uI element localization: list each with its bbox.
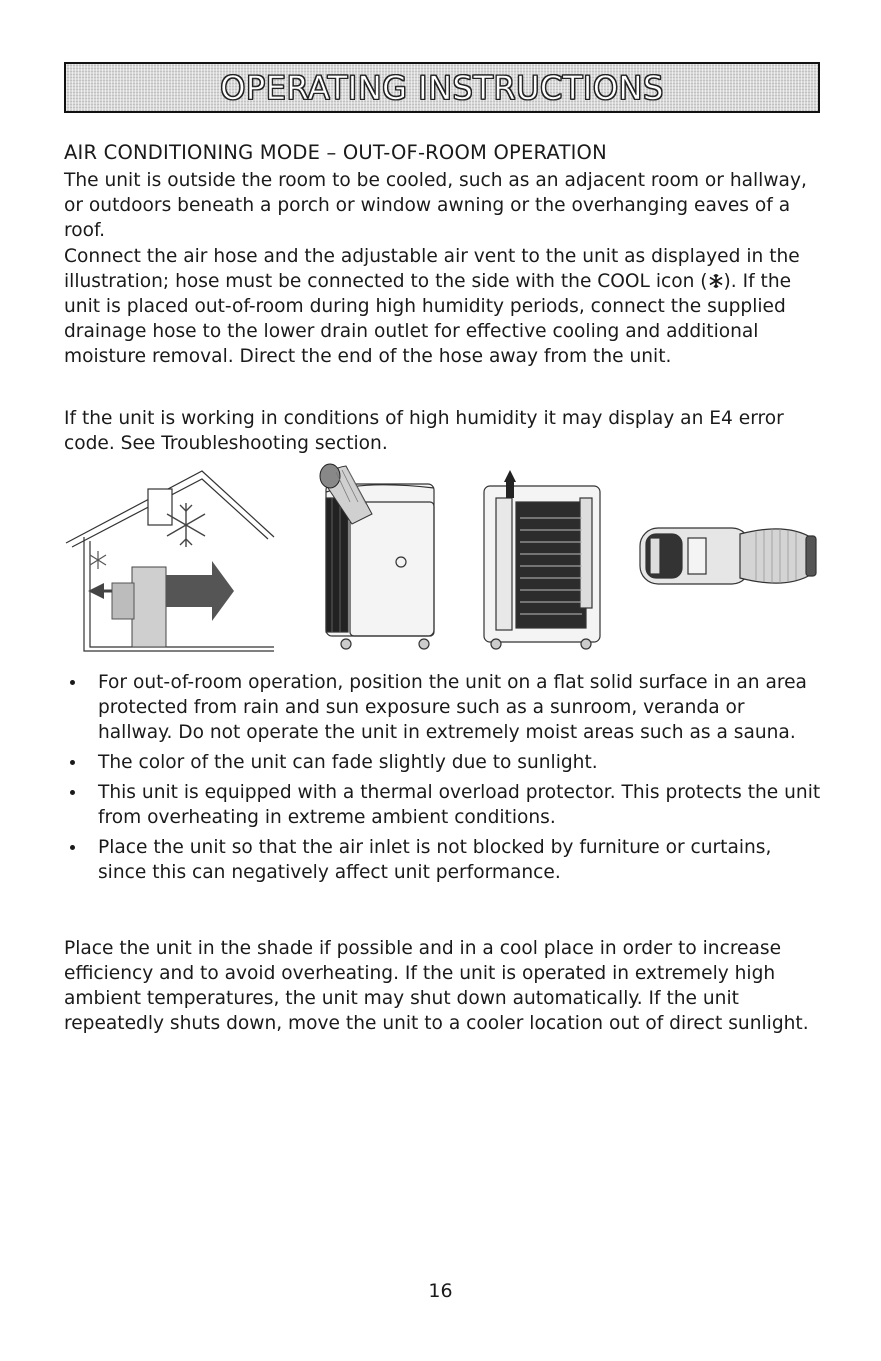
snowflake-icon [708, 273, 724, 289]
bullet-dot [70, 845, 75, 850]
list-item [64, 750, 824, 775]
hose-connection-text-b: ). If the unit is placed out-of-room during high humidity periods, connect the supplied drainage hose to the lower drain outlet for effective cooling and additional moisture removal. Direct the end of the hose away from the unit. [64, 271, 792, 367]
list-item [64, 780, 824, 830]
intro-paragraph: The unit is outside the room to be cooled, such as an adjacent room or hallway, or outdoors beneath a porch or window awning or the overhanging eaves of a roof. [64, 170, 807, 241]
bullet-dot [70, 760, 75, 765]
section-banner [64, 62, 820, 113]
snowflake-icon-large [167, 503, 205, 547]
humidity-error-paragraph: If the unit is working in conditions of high humidity it may display an E4 error code. See Troubleshooting section. [64, 408, 784, 454]
list-item-text: This unit is equipped with a thermal overload protector. This protects the unit from overheating in extreme ambient conditions. [98, 782, 821, 828]
unit-top-view-with-vent [636, 520, 822, 592]
bullet-dot [70, 680, 75, 685]
list-item-text: The color of the unit can fade slightly due to sunlight. [98, 752, 598, 773]
shade-placement-paragraph: Place the unit in the shade if possible and in a cool place in order to increase efficiency and to avoid overheating. If the unit is operated in extremely high ambient temperatures, the unit may shut down automatically. If the unit repeatedly shuts down, move the unit to a cooler location out of direct sunlight. [64, 938, 809, 1034]
page-number: 16 [428, 1280, 453, 1302]
unit-front-with-hose [306, 462, 442, 654]
list-item [64, 835, 824, 885]
list-item-text: Place the unit so that the air inlet is not blocked by furniture or curtains, since this can negatively affect unit performance. [98, 837, 772, 883]
unit-rear-grille [480, 468, 610, 654]
banner-title: OPERATING INSTRUCTIONS [220, 68, 664, 107]
bullet-dot [70, 790, 75, 795]
list-item-text: For out-of-room operation, position the unit on a flat solid surface in an area protected from rain and sun exposure such as a sunroom, veranda or hallway. Do not operate the unit in extremely moist areas such as a sauna. [98, 672, 807, 743]
hose-connection-text-a: Connect the air hose and the adjustable air vent to the unit as displayed in the illustration; hose must be connected to the side with the COOL icon ( [64, 246, 800, 292]
list-item [64, 670, 824, 745]
section-heading: AIR CONDITIONING MODE – OUT-OF-ROOM OPERATION [64, 141, 607, 164]
tips-list [64, 670, 824, 890]
house-diagram [62, 465, 280, 655]
hose-connection-paragraph [64, 244, 824, 369]
